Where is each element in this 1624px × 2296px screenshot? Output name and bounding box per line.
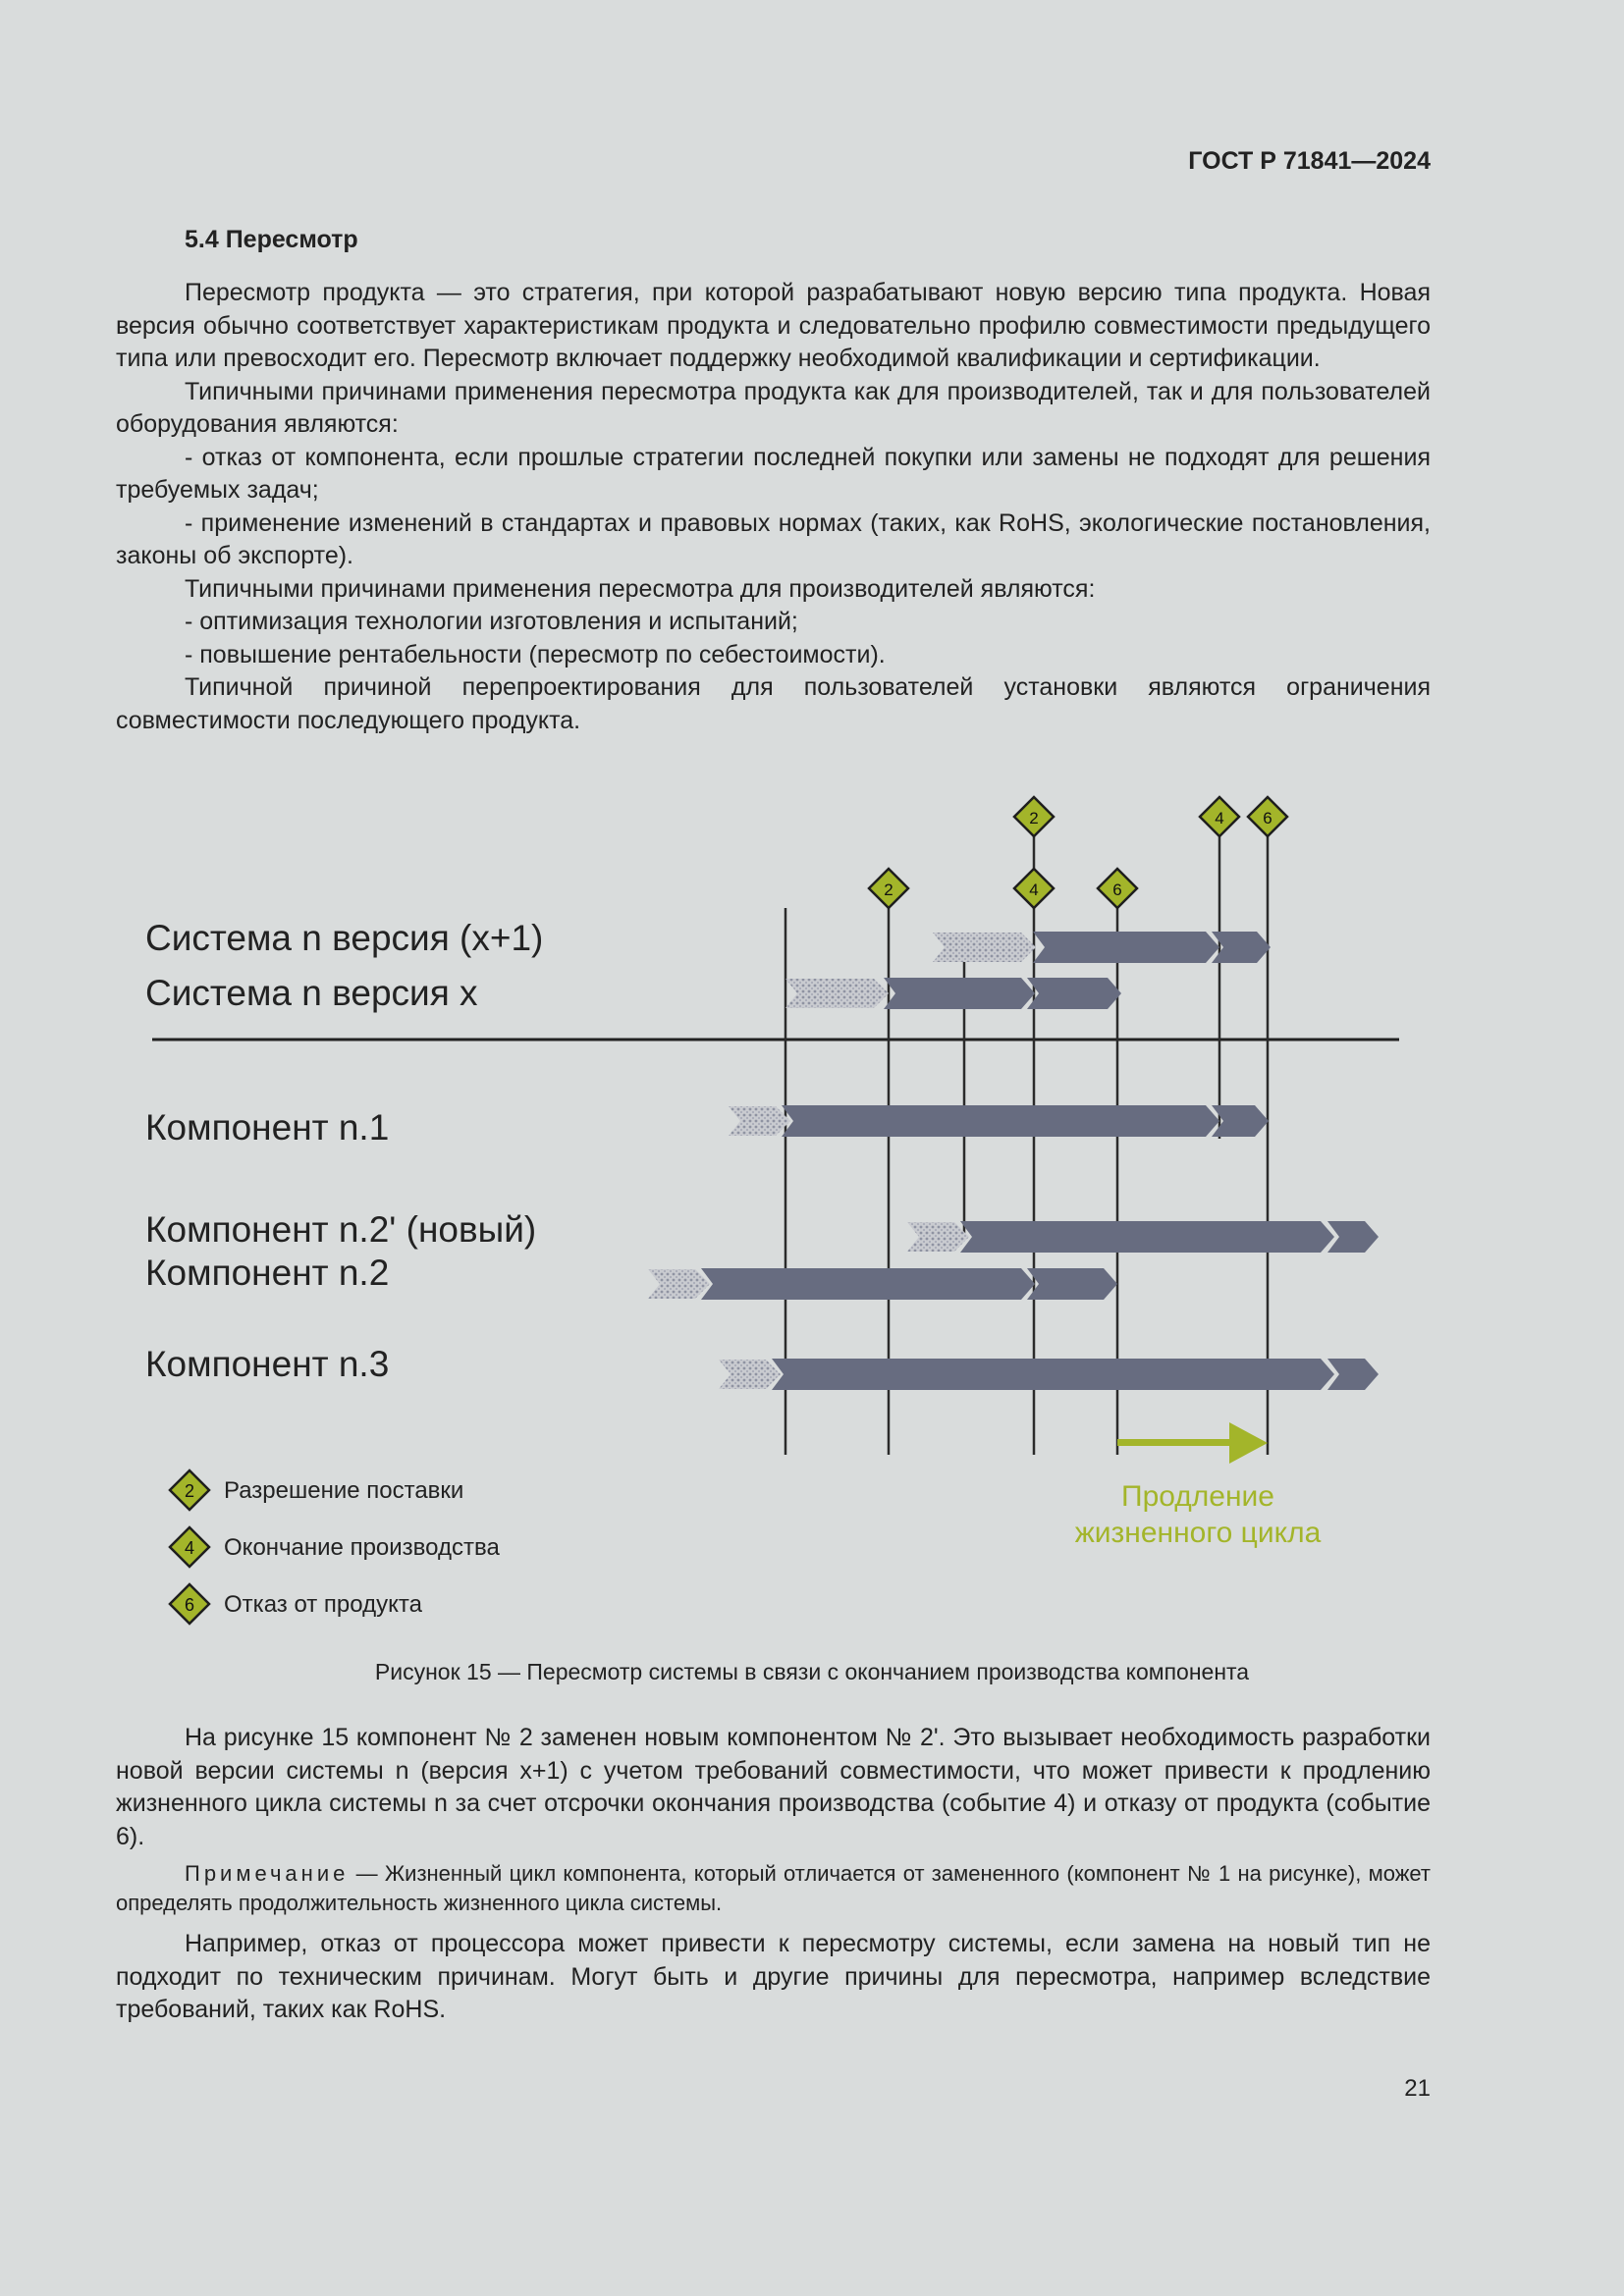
paragraph: Пересмотр продукта — это стратегия, при которой разрабатывают новую версию типа продукта. Новая версия обычно соответствует характеристикам продукта и следовательно профилю совместимости предыдущего типа или превосходит его. Пересмотр включает поддержку необходимой квалификации и сертификации. xyxy=(116,279,1431,372)
svg-text:Отказ от продукта: Отказ от продукта xyxy=(224,1591,422,1618)
event-marker-2-lower xyxy=(869,869,908,908)
paragraph: На рисунке 15 компонент № 2 заменен новым компонентом № 2'. Это вызывает необходимость разработки новой версии системы n (версия x+1) с учетом требований совместимости, что может привести к продлению жизненного цикла системы n за счет отсрочки окончания производства (событие 4) и отказу от продукта (событие 6). xyxy=(116,1724,1431,1850)
svg-text:4: 4 xyxy=(1029,881,1039,899)
row-label-system-x: Система n версия x xyxy=(145,973,478,1013)
paragraph: Типичной причиной перепроектирования для пользователей установки являются ограничения совместимости последующего продукта. xyxy=(116,673,1431,734)
list-item: - повышение рентабельности (пересмотр по себестоимости). xyxy=(185,640,886,668)
legend-item-6 xyxy=(170,1584,423,1624)
figure-caption: Рисунок 15 — Пересмотр системы в связи с окончанием производства компонента xyxy=(374,1659,1250,1684)
lifecycle-figure xyxy=(0,780,1624,1634)
svg-text:6: 6 xyxy=(1112,881,1122,899)
svg-text:Разрешение поставки: Разрешение поставки xyxy=(224,1477,464,1504)
note xyxy=(116,1859,1431,1918)
section-title: 5.4 Пересмотр xyxy=(185,226,358,253)
lifecycle-extension-arrow xyxy=(1117,1422,1268,1464)
intro-text xyxy=(116,277,1431,737)
bar-component-1 xyxy=(729,1105,1269,1137)
event-marker-6-upper xyxy=(1248,797,1287,836)
row-label-component-2: Компонент n.2 xyxy=(145,1253,390,1293)
note-text: — Жизненный цикл компонента, который отличается от замененного (компонент № 1 на рисунке), может определять продолжительность жизненного цикла системы. xyxy=(116,1861,1431,1915)
paragraph: Типичными причинами применения пересмотра для производителей являются: xyxy=(185,574,1096,603)
paragraph: Например, отказ от процессора может привести к пересмотру системы, если замена на новый тип не подходит по техническим причинам. Могут быть и другие причины для пересмотра, например вследствие требований, таких как RoHS. xyxy=(116,1930,1431,2023)
list-item: - оптимизация технологии изготовления и испытаний; xyxy=(185,608,798,635)
svg-text:6: 6 xyxy=(184,1595,195,1615)
row-label-component-3: Компонент n.3 xyxy=(145,1344,390,1384)
svg-text:Окончание производства: Окончание производства xyxy=(224,1534,500,1561)
svg-text:4: 4 xyxy=(184,1538,195,1558)
legend-item-4 xyxy=(170,1527,500,1567)
legend-item-2 xyxy=(170,1470,463,1510)
svg-text:6: 6 xyxy=(1263,809,1272,828)
paragraph: Типичными причинами применения пересмотра продукта как для производителей, так и для пользователей оборудования являются: xyxy=(116,377,1431,438)
svg-text:4: 4 xyxy=(1215,809,1224,828)
list-item: - отказ от компонента, если прошлые стратегии последней покупки или замены не подходят для решения требуемых задач; xyxy=(116,443,1431,504)
event-marker-4-upper xyxy=(1200,797,1239,836)
event-marker-4-lower xyxy=(1014,869,1054,908)
event-marker-6-lower xyxy=(1098,869,1137,908)
page-number: 21 xyxy=(1404,2075,1431,2102)
extension-label-line1: Продление xyxy=(1121,1480,1274,1513)
note-label: Примечание xyxy=(185,1861,350,1886)
list-item: - применение изменений в стандартах и правовых нормах (таких, как RoHS, экологические постановления, законы об экспорте). xyxy=(116,508,1431,569)
after-text xyxy=(116,1722,1431,2033)
extension-label-line2: жизненного цикла xyxy=(1074,1517,1322,1549)
row-label-component-2-new: Компонент n.2' (новый) xyxy=(145,1209,537,1250)
bar-component-2-new xyxy=(907,1221,1379,1253)
bar-component-3 xyxy=(719,1359,1379,1390)
bar-component-2 xyxy=(648,1268,1117,1300)
bar-system-x xyxy=(785,978,1121,1009)
svg-text:2: 2 xyxy=(184,1481,195,1501)
event-marker-2-upper xyxy=(1014,797,1054,836)
svg-text:2: 2 xyxy=(1029,809,1039,828)
row-label-system-x1: Система n версия (x+1) xyxy=(145,918,544,958)
standard-number: ГОСТ Р 71841—2024 xyxy=(1188,147,1431,175)
row-label-component-1: Компонент n.1 xyxy=(145,1107,390,1148)
svg-text:2: 2 xyxy=(884,881,893,899)
